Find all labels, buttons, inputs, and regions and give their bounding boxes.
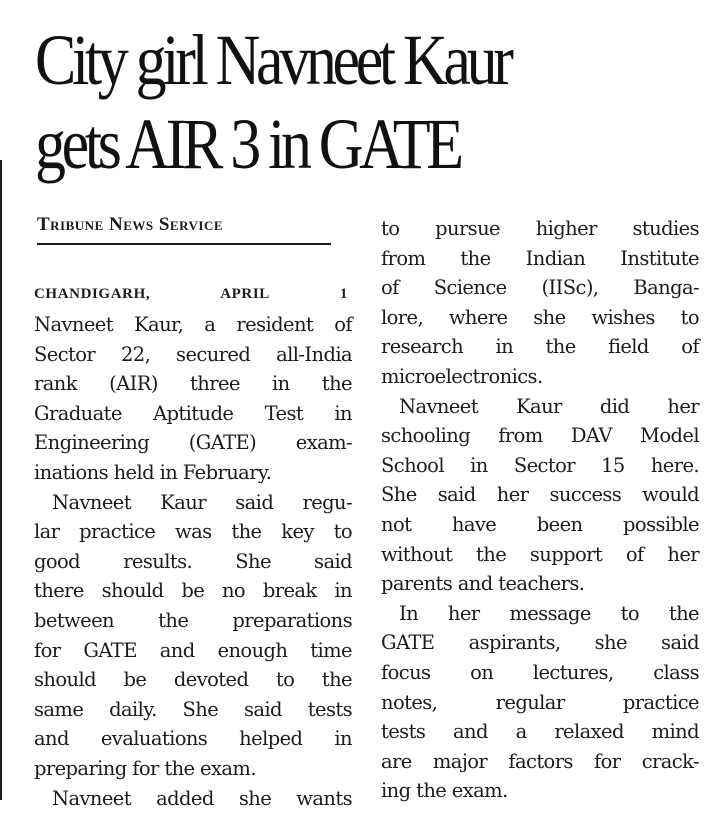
- article-line: to pursue higher studies: [381, 217, 699, 240]
- article-line: inations held in February.: [34, 461, 272, 484]
- article-line: without the support of her: [381, 543, 699, 566]
- article-line: School in Sector 15 here.: [381, 454, 699, 477]
- article-line: lar practice was the key to: [34, 520, 352, 543]
- article-line: Graduate Aptitude Test in: [34, 402, 352, 425]
- article-line: GATE aspirants, she said: [381, 631, 699, 654]
- article-line: not have been possible: [381, 513, 699, 536]
- article-line: parents and teachers.: [381, 572, 585, 595]
- article-line: In her message to the: [399, 602, 699, 625]
- article-line: microelectronics.: [381, 365, 543, 388]
- headline-line-1: City girl Navneet Kaur: [35, 20, 510, 100]
- article-line: preparing for the exam.: [34, 757, 256, 780]
- article-line: same daily. She said tests: [34, 698, 352, 721]
- article-line: Engineering (GATE) exam-: [34, 431, 352, 454]
- article-line: ing the exam.: [381, 779, 508, 802]
- article-line: schooling from DAV Model: [381, 424, 699, 447]
- article-line: good results. She said: [34, 550, 352, 573]
- article-line: from the Indian Institute: [381, 247, 699, 270]
- byline: Tribune News Service: [37, 214, 224, 235]
- article-line: for GATE and enough time: [34, 639, 352, 662]
- article-line: Navneet Kaur said regu-: [52, 491, 352, 514]
- article-line: Navneet Kaur did her: [399, 395, 699, 418]
- headline: [35, 18, 611, 186]
- article-line: lore, where she wishes to: [381, 306, 699, 329]
- article-line: notes, regular practice: [381, 691, 699, 714]
- article-line: rank (AIR) three in the: [34, 372, 352, 395]
- byline-rule: [37, 243, 331, 245]
- article-line: Sector 22, secured all-India: [34, 343, 352, 366]
- article-line: are major factors for crack-: [381, 750, 699, 773]
- article-line: research in the field of: [381, 335, 699, 358]
- article-line: Navneet Kaur, a resident of: [34, 313, 352, 336]
- article-line: Navneet added she wants: [52, 787, 352, 810]
- article-line: tests and a relaxed mind: [381, 720, 699, 743]
- headline-line-2: gets AIR 3 in GATE: [35, 104, 460, 184]
- article-line: of Science (IISc), Banga-: [381, 276, 699, 299]
- dateline: CHANDIGARH, APRIL 1: [34, 286, 348, 302]
- article-line: focus on lectures, class: [381, 661, 699, 684]
- article-line: there should be no break in: [34, 579, 352, 602]
- dateline-row: [34, 280, 352, 310]
- article-line: and evaluations helped in: [34, 727, 352, 750]
- clipping-edge: [0, 160, 2, 800]
- article-line: She said her success would: [381, 483, 699, 506]
- article-line: should be devoted to the: [34, 668, 352, 691]
- article-line: between the preparations: [34, 609, 352, 632]
